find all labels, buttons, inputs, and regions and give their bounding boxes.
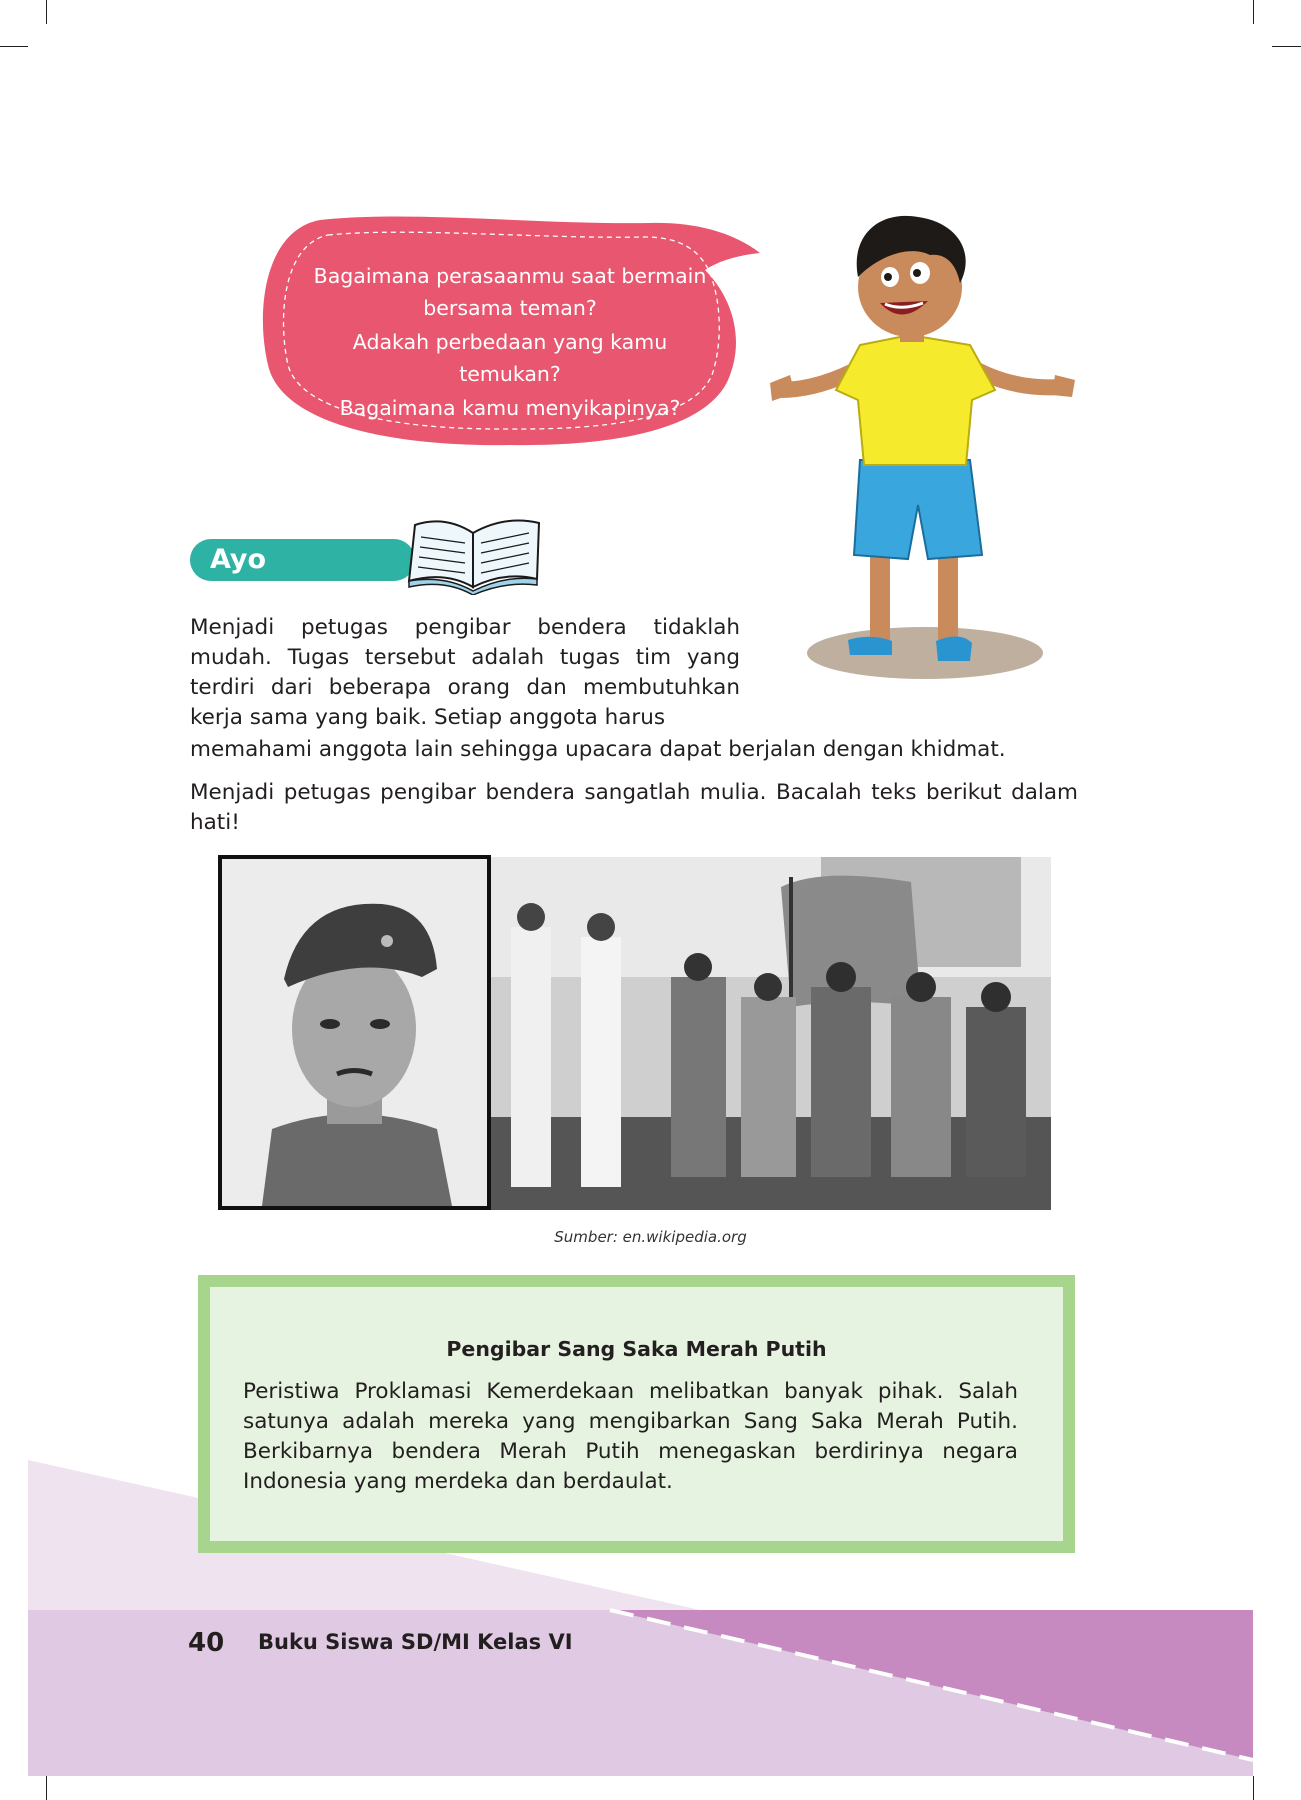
photo-caption: Sumber: en.wikipedia.org <box>554 1228 747 1246</box>
open-book-icon <box>405 515 545 595</box>
page-number: 40 <box>188 1628 225 1658</box>
bubble-question: Bagaimana perasaanmu saat bermain bersama teman? <box>313 264 707 320</box>
bubble-question: Bagaimana kamu menyikapinya? <box>339 396 681 420</box>
paragraph-intro-continued: memahami anggota lain sehingga upacara dapat berjalan dengan khidmat. <box>190 737 1006 762</box>
info-box-title: Pengibar Sang Saka Merah Putih <box>446 1337 827 1361</box>
speech-bubble-text <box>300 260 720 426</box>
section-heading-pill: Ayo Membaca <box>190 539 415 581</box>
flag-raising-photo <box>491 857 1051 1210</box>
bubble-question: Adakah perbedaan yang kamu temukan? <box>352 330 668 386</box>
portrait-photo <box>218 855 491 1210</box>
paragraph-intro: Menjadi petugas pengibar bendera tidaklah mudah. Tugas tersebut adalah tugas tim yang terdiri dari beberapa orang dan membutuhkan kerja sama yang baik. Setiap anggota harus <box>190 615 740 730</box>
book-title: Buku Siswa SD/MI Kelas VI <box>258 1630 573 1654</box>
info-box <box>198 1275 1075 1553</box>
info-box-body: Peristiwa Proklamasi Kemerdekaan melibatkan banyak pihak. Salah satunya adalah mereka yang mengibarkan Sang Saka Merah Putih. Berkibarnya bendera Merah Putih menegaskan berdirinya negara Indonesia yang merdeka dan berdaulat. <box>243 1379 1018 1494</box>
paragraph-instruction: Menjadi petugas pengibar bendera sangatlah mulia. Bacalah teks berikut dalam hati! <box>190 780 1078 835</box>
boy-illustration <box>760 215 1080 685</box>
